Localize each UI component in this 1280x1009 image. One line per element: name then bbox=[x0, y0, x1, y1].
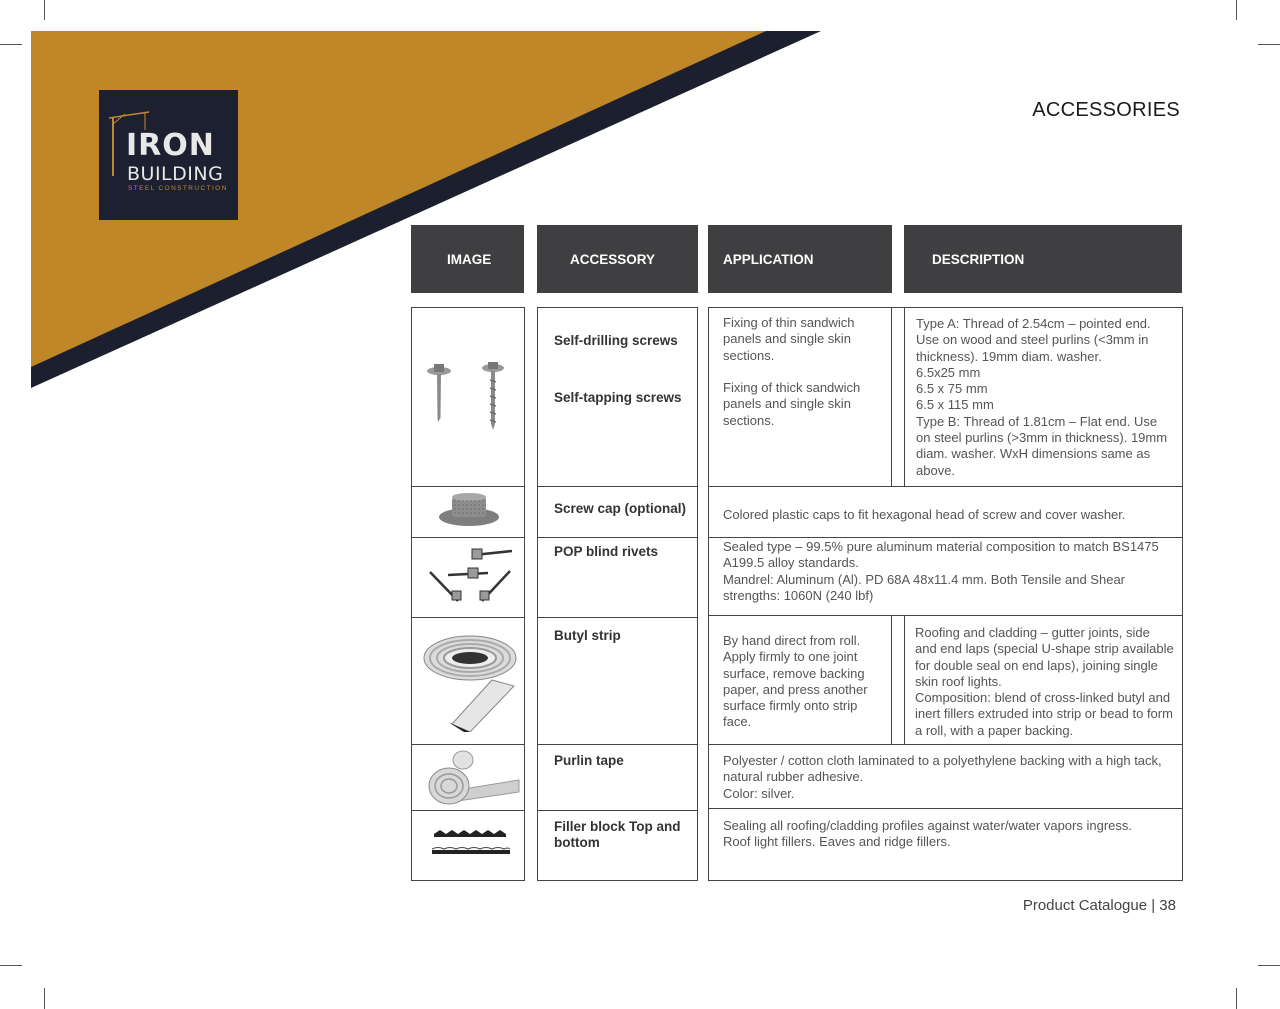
logo-text-tagline: STEEL CONSTRUCTION bbox=[128, 185, 228, 192]
column-divider bbox=[904, 307, 905, 486]
application-text: Sealed type – 99.5% pure aluminum material composition to match BS1475 A199.5 alloy standards. Mandrel: Aluminum (Al). PD 68A 48x11.4 mm. Both Tensile and Shear strengths: 1060N (240 lbf) bbox=[723, 539, 1159, 603]
accessory-purlin-tape: Purlin tape bbox=[554, 753, 624, 768]
header-application bbox=[708, 225, 892, 293]
header-accessory bbox=[537, 225, 698, 293]
row-divider bbox=[537, 537, 698, 538]
column-divider bbox=[904, 615, 905, 744]
application-text: Sealing all roofing/cladding profiles against water/water vapors ingress. Roof light fillers. Eaves and ridge fillers. bbox=[723, 818, 1132, 850]
screws-icon bbox=[425, 360, 509, 434]
row-divider bbox=[411, 486, 525, 487]
column-divider bbox=[891, 307, 892, 486]
filler-block-icon bbox=[430, 826, 512, 860]
screw-cap-icon bbox=[436, 491, 502, 531]
description-text: Type A: Thread of 2.54cm – pointed end. Use on wood and steel purlins (<3mm in thickness). 19mm diam. washer. 6.5x25 mm 6.5 x 75 mm 6.5 x 115 mm Type B: Thread of 1.81cm – Flat end. Use on steel purlins (>3mm in thickness). 19mm diam. washer. WxH dimensions same as above. bbox=[916, 316, 1168, 478]
header-image-label: IMAGE bbox=[447, 251, 492, 267]
application-text: Fixing of thick sandwich panels and single skin sections. bbox=[723, 380, 861, 428]
row-divider bbox=[537, 744, 698, 745]
row-divider bbox=[411, 617, 525, 618]
row-divider bbox=[537, 486, 698, 487]
accessory-self-tapping-screws: Self-tapping screws bbox=[554, 390, 682, 405]
accessory-pop-blind-rivets: POP blind rivets bbox=[554, 544, 659, 559]
header-description-label: DESCRIPTION bbox=[932, 251, 1025, 267]
application-text: Colored plastic caps to fit hexagonal head of screw and cover washer. bbox=[723, 507, 1126, 522]
logo-text-building: BUILDING bbox=[127, 163, 224, 185]
rivets-icon bbox=[426, 545, 516, 607]
cell-divider bbox=[891, 486, 905, 487]
row-divider bbox=[708, 486, 1183, 487]
application-text: Fixing of thin sandwich panels and single skin sections. bbox=[723, 315, 855, 363]
butyl-roll-icon bbox=[422, 628, 518, 732]
row-divider bbox=[537, 617, 698, 618]
header-accessory-label: ACCESSORY bbox=[570, 251, 656, 267]
header-image bbox=[411, 225, 524, 293]
application-text: By hand direct from roll. Apply firmly to one joint surface, remove backing paper, and press another surface firmly onto strip face. bbox=[723, 633, 868, 730]
accessory-filler-block: Filler block Top and bottom bbox=[554, 819, 681, 851]
accessory-screw-cap: Screw cap (optional) bbox=[554, 501, 687, 516]
row-divider bbox=[708, 808, 1183, 809]
row-divider bbox=[708, 615, 1183, 616]
row-divider bbox=[537, 810, 698, 811]
tape-roll-icon bbox=[425, 750, 521, 808]
row-divider bbox=[411, 744, 525, 745]
application-text: Polyester / cotton cloth laminated to a polyethylene backing with a high tack, natural rubber adhesive. Color: silver. bbox=[723, 753, 1162, 801]
row-divider bbox=[411, 810, 525, 811]
page-title: ACCESSORIES bbox=[1032, 99, 1180, 121]
page-footer: Product Catalogue | 38 bbox=[1022, 897, 1176, 914]
column-divider bbox=[891, 615, 892, 744]
row-divider bbox=[411, 537, 525, 538]
row-divider bbox=[708, 744, 1183, 745]
description-text: Roofing and cladding – gutter joints, side and end laps (special U-shape strip available for double seal on end laps), joining single skin roof lights. Composition: blend of cross-linked butyl and inert fillers extruded into strip or bead to form a roll, with a paper backing. bbox=[915, 625, 1174, 738]
row-divider bbox=[708, 537, 1183, 538]
accessory-self-drilling-screws: Self-drilling screws bbox=[554, 333, 678, 348]
logo-text-iron: IRON bbox=[126, 128, 215, 163]
company-logo bbox=[99, 90, 238, 220]
accessory-butyl-strip: Butyl strip bbox=[554, 628, 621, 643]
header-application-label: APPLICATION bbox=[723, 251, 814, 267]
header-description bbox=[904, 225, 1182, 293]
